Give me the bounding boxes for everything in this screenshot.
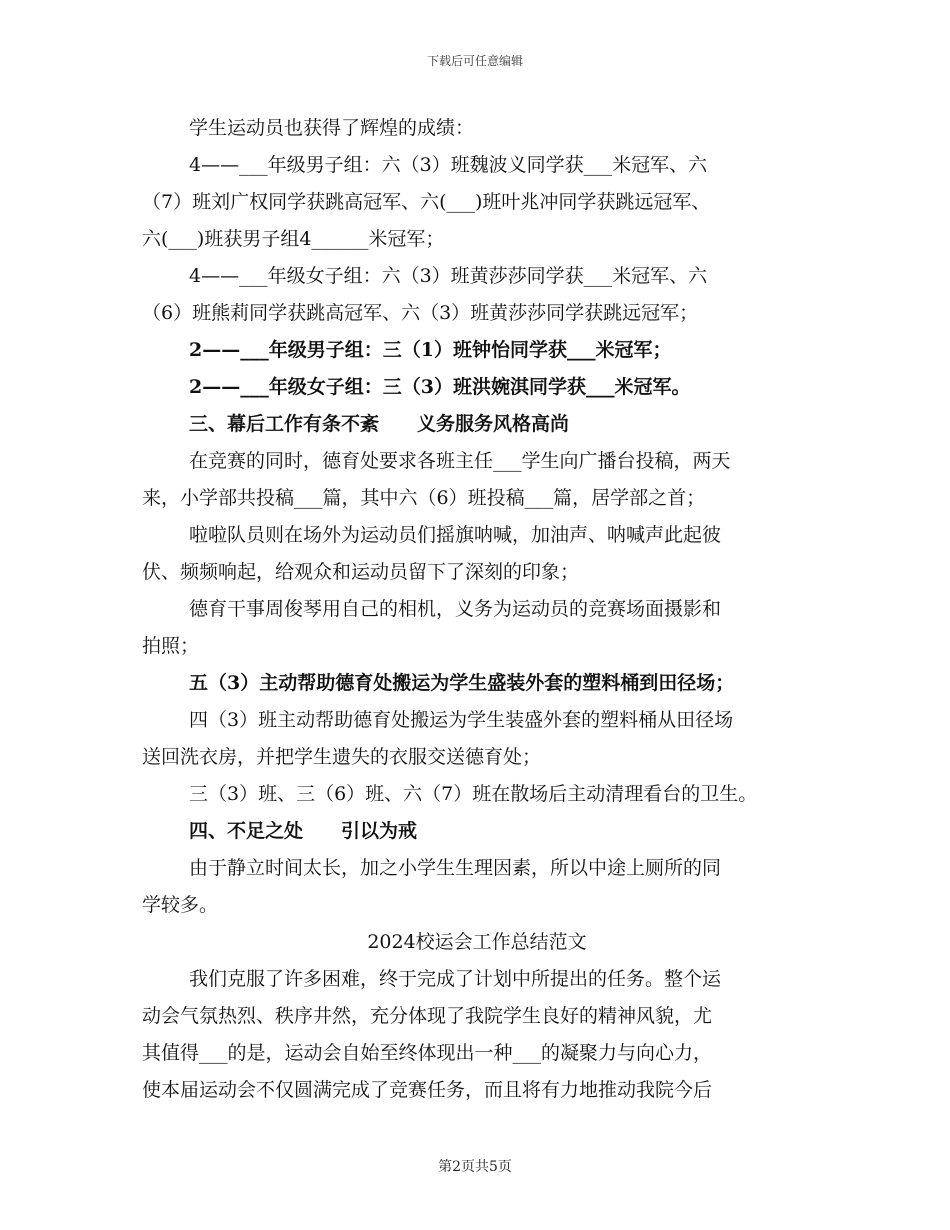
- text-line: 4——___年级女子组：六（3）班黄莎莎同学获___米冠军、六: [189, 265, 708, 287]
- text-line: 伏、频频响起，给观众和运动员留下了深刻的印象；: [142, 561, 580, 583]
- text-line: 2——___年级女子组：三（3）班洪婉淇同学获___米冠军。: [189, 376, 691, 398]
- page-header: 下载后可任意编辑: [426, 54, 523, 68]
- text-line: 2——___年级男子组：三（1）班钟怡同学获___米冠军；: [189, 339, 672, 361]
- text-line: 五（3）主动帮助德育处搬运为学生盛装外套的塑料桶到田径场；: [189, 672, 735, 694]
- text-line: 学较多。: [142, 894, 219, 916]
- text-line: 三（3）班、三（6）班、六（7）班在散场后主动清理看台的卫生。: [189, 783, 758, 805]
- text-line: 拍照；: [142, 635, 200, 657]
- text-line: （7）班刘广权同学获跳高冠军、六(___)班叶兆冲同学获跳远冠军、: [142, 191, 711, 213]
- text-line: 三、幕后工作有条不紊 义务服务风格高尚: [189, 413, 570, 435]
- text-line: 德育干事周俊琴用自己的相机，义务为运动员的竞赛场面摄影和: [189, 598, 722, 620]
- text-line: 四、不足之处 引以为戒: [189, 820, 418, 842]
- text-line: 啦啦队员则在场外为运动员们摇旗呐喊，加油声、呐喊声此起彼: [189, 524, 722, 546]
- text-line: 其值得___的是，运动会自始至终体现出一种___的凝聚力与向心力，: [142, 1042, 713, 1064]
- text-line: 使本届运动会不仅圆满完成了竞赛任务，而且将有力地推动我院今后: [142, 1079, 713, 1101]
- document-body: [142, 110, 812, 1109]
- text-line: 来，小学部共投稿___篇，其中六（6）班投稿___篇，居学部之首；: [142, 487, 706, 509]
- text-line: 四（3）班主动帮助德育处搬运为学生装盛外套的塑料桶从田径场: [189, 709, 734, 731]
- section-title: 2024校运会工作总结范文: [367, 931, 587, 953]
- text-line: 六(___)班获男子组4______米冠军；: [142, 228, 445, 250]
- text-line: 在竞赛的同时，德育处要求各班主任___学生向广播台投稿，两天: [189, 450, 731, 472]
- text-line: （6）班熊莉同学获跳高冠军、六（3）班黄莎莎同学获跳远冠军；: [142, 302, 699, 324]
- text-line: 学生运动员也获得了辉煌的成绩：: [189, 117, 475, 139]
- text-line: 动会气氛热烈、秩序井然，充分体现了我院学生良好的精神风貌，尤: [142, 1005, 713, 1027]
- text-line: 4——___年级男子组：六（3）班魏波义同学获___米冠军、六: [189, 154, 708, 176]
- page-footer: 第2页共5页: [438, 1159, 512, 1175]
- text-line: 送回洗衣房，并把学生遗失的衣服交送德育处；: [142, 746, 542, 768]
- text-line: 我们克服了许多困难，终于完成了计划中所提出的任务。整个运: [189, 968, 722, 990]
- text-line: 由于静立时间太长，加之小学生生理因素，所以中途上厕所的同: [189, 857, 722, 879]
